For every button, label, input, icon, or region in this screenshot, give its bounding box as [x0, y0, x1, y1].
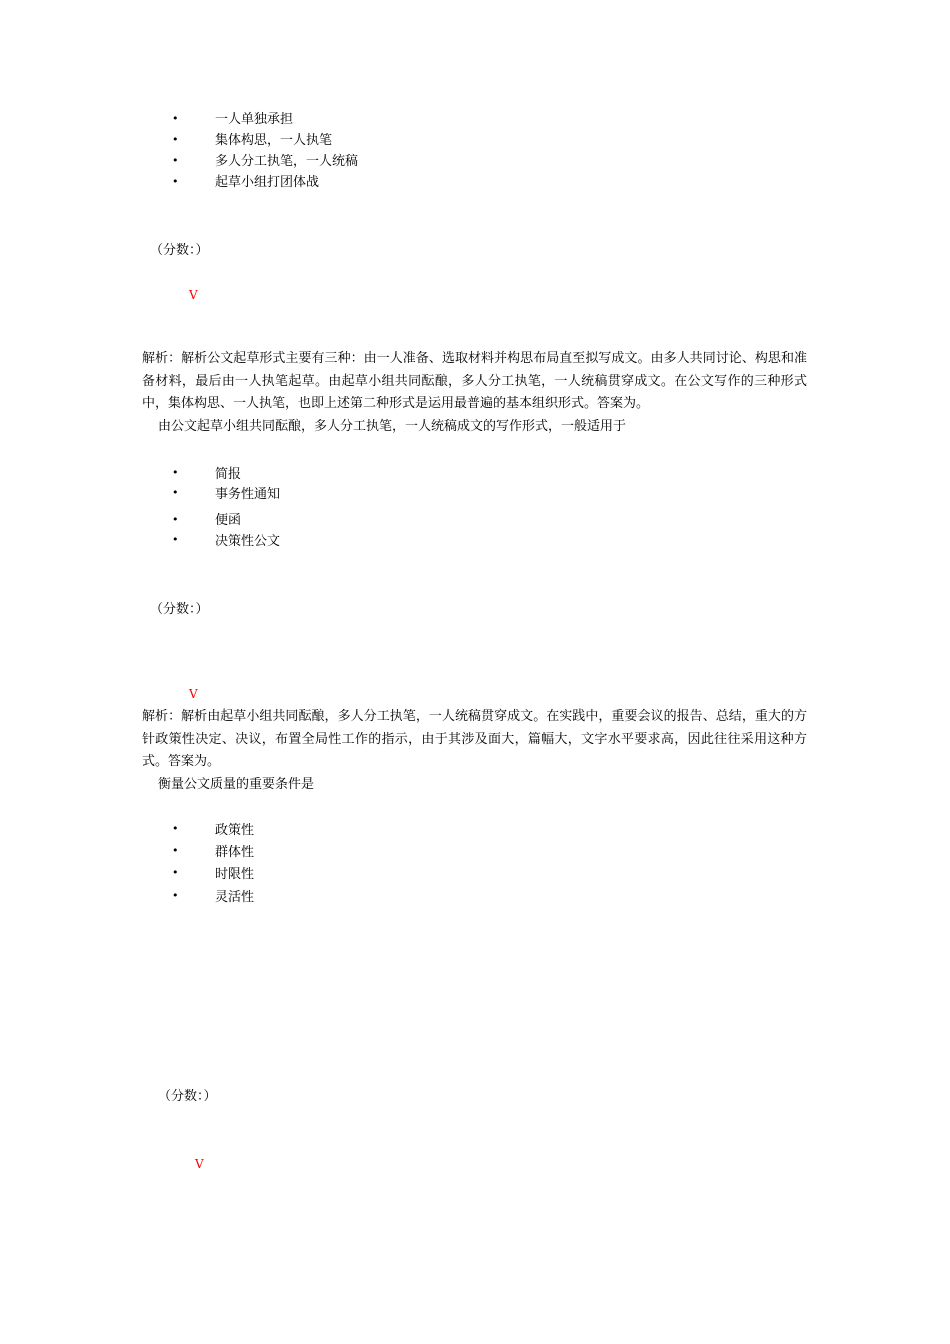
bullet-icon: • [172, 533, 179, 546]
q3-option-d[interactable]: 灵活性 [215, 890, 255, 905]
bullet-icon: • [172, 889, 179, 902]
q1-option-d[interactable]: 起草小组打团体战 [215, 175, 320, 190]
q1-option-b[interactable]: 集体构思，一人执笔 [215, 133, 333, 148]
q3-question-text: 衡量公文质量的重要条件是 [158, 777, 315, 792]
q2-answer-mark: V [189, 687, 198, 701]
bullet-icon: • [172, 112, 179, 125]
q2-option-d[interactable]: 决策性公文 [215, 534, 281, 549]
bullet-icon: • [172, 466, 179, 479]
bullet-icon: • [172, 154, 179, 167]
bullet-icon: • [172, 175, 179, 188]
q1-answer-mark: V [189, 288, 198, 302]
q3-option-c[interactable]: 时限性 [215, 867, 255, 882]
q2-question-text: 由公文起草小组共同酝酿，多人分工执笔，一人统稿成文的写作形式，一般适用于 [158, 419, 627, 434]
q1-analysis: 解析：解析公文起草形式主要有三种：由一人准备、选取材料并构思布局直至拟写成文。由多人共同讨论、构思和准备材料，最后由一人执笔起草。由起草小组共同酝酿，多人分工执笔，一人统稿贯穿成文。在公文写作的三种形式中，集体构思、一人执笔，也即上述第二种形式是运用最普遍的基本组织形式。答案为。 [142, 351, 807, 411]
q2-analysis: 解析：解析由起草小组共同酝酿，多人分工执笔，一人统稿贯穿成文。在实践中，重要会议的报告、总结，重大的方针政策性决定、决议，布置全局性工作的指示，由于其涉及面大，篇幅大，文字水平要求高，因此往往采用这种方式。答案为。 [142, 709, 807, 769]
q1-score-label: （分数：） [150, 243, 209, 258]
q1-option-c[interactable]: 多人分工执笔，一人统稿 [215, 154, 359, 169]
q1-option-a[interactable]: 一人单独承担 [215, 112, 294, 127]
q2-score-label: （分数：） [150, 602, 209, 617]
q2-option-b[interactable]: 事务性通知 [215, 487, 281, 502]
q3-option-a[interactable]: 政策性 [215, 823, 255, 838]
q2-option-c[interactable]: 便函 [215, 513, 242, 528]
q3-answer-mark: V [195, 1157, 204, 1171]
bullet-icon: • [172, 844, 179, 857]
bullet-icon: • [172, 866, 179, 879]
bullet-icon: • [172, 486, 179, 499]
q3-score-label: （分数：） [158, 1089, 217, 1104]
bullet-icon: • [172, 133, 179, 146]
bullet-icon: • [172, 513, 179, 526]
bullet-icon: • [172, 822, 179, 835]
q2-option-a[interactable]: 简报 [215, 467, 242, 482]
q3-option-b[interactable]: 群体性 [215, 845, 255, 860]
